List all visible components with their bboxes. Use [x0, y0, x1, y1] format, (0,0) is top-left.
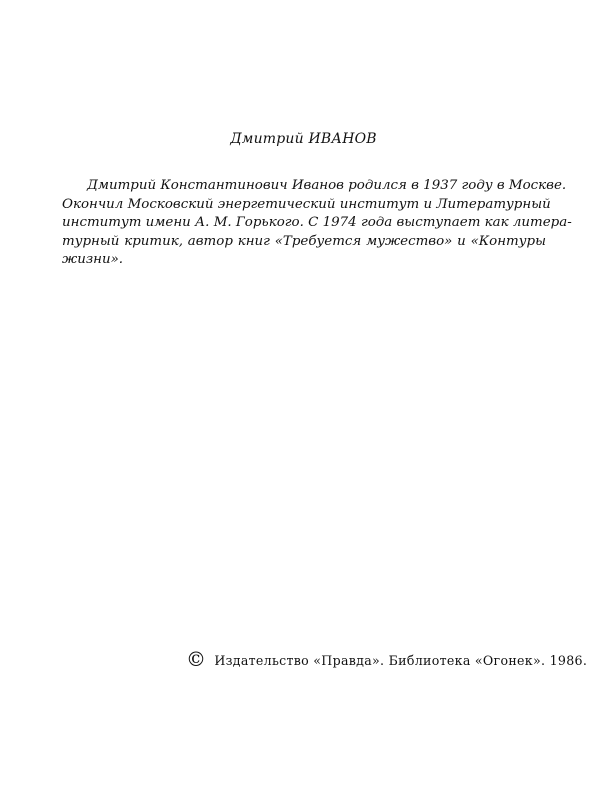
bio-line: Окончил Московский энергетический институт и Литературный	[62, 196, 551, 212]
copyright-notice	[186, 647, 588, 671]
bio-line: институт имени А. М. Горького. С 1974 года выступает как литера-	[62, 215, 572, 230]
bio-line: турный критик, автор книг «Требуется мужество» и «Контуры	[62, 233, 546, 249]
bio-line: Дмитрий Константинович Иванов родился в 1937 году в Москве.	[87, 178, 567, 193]
copyright-icon: ©	[186, 647, 207, 671]
author-heading: Дмитрий ИВАНОВ	[230, 131, 377, 147]
bio-line: жизни».	[62, 252, 124, 267]
author-bio	[62, 177, 572, 270]
copyright-text: Издательство «Правда». Библиотека «Огонек». 1986.	[214, 652, 588, 668]
